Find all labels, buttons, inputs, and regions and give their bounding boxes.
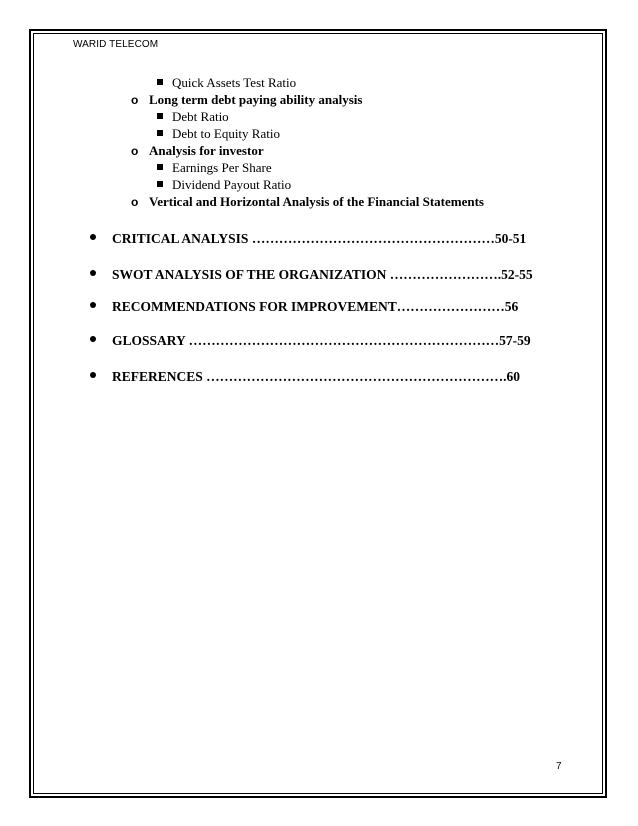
outline-item-label: Dividend Payout Ratio [172, 177, 292, 192]
square-bullet-icon [157, 113, 163, 119]
toc-leader: ……………………………………………… [248, 231, 495, 246]
toc-leader: …………………………………………………………… [185, 333, 500, 348]
round-bullet-icon [90, 372, 96, 378]
page-border-inner [33, 33, 603, 794]
outline-item-debt-to-equity [157, 126, 280, 142]
outline-item-long-term-debt [131, 92, 362, 108]
toc-pages: 60 [506, 369, 521, 384]
round-bullet-icon [90, 302, 96, 308]
circle-bullet-icon: o [131, 144, 139, 158]
outline-item-debt-ratio [157, 109, 229, 125]
outline-item-label: Debt Ratio [172, 109, 229, 124]
toc-title: GLOSSARY [112, 333, 186, 348]
outline-item-quick-assets [157, 75, 296, 91]
outline-item-eps [157, 160, 272, 176]
outline-item-label: Debt to Equity Ratio [172, 126, 280, 141]
toc-leader: ……………………. [386, 267, 502, 282]
toc-entry-glossary [90, 332, 531, 350]
toc-entry-critical-analysis [90, 230, 526, 248]
outline-item-analysis-investor [131, 143, 264, 159]
toc-pages: 50-51 [494, 231, 527, 246]
square-bullet-icon [157, 181, 163, 187]
round-bullet-icon [90, 234, 96, 240]
circle-bullet-icon: o [131, 93, 139, 107]
outline-item-label: Quick Assets Test Ratio [172, 75, 297, 90]
toc-title: RECOMMENDATIONS FOR IMPROVEMENT [112, 299, 397, 314]
toc-leader: …………………………………………………………. [202, 369, 507, 384]
toc-pages: 57-59 [499, 333, 531, 348]
outline-item-label: Earnings Per Share [172, 160, 272, 175]
running-header: WARID TELECOM [73, 39, 159, 50]
toc-title: SWOT ANALYSIS OF THE ORGANIZATION [112, 267, 387, 282]
toc-pages: 52-55 [501, 267, 533, 282]
outline-item-label: Vertical and Horizontal Analysis of the Financial Statements [149, 194, 484, 209]
outline-item-label: Long term debt paying ability analysis [149, 92, 363, 107]
toc-entry-recommendations [90, 298, 518, 316]
toc-title: CRITICAL ANALYSIS [112, 231, 249, 246]
round-bullet-icon [90, 336, 96, 342]
toc-leader: …………………… [396, 299, 505, 314]
toc-entry-references [90, 368, 520, 386]
outline-item-dividend-payout [157, 177, 291, 193]
square-bullet-icon [157, 79, 163, 85]
circle-bullet-icon: o [131, 195, 139, 209]
square-bullet-icon [157, 164, 163, 170]
toc-pages: 56 [504, 299, 519, 314]
outline-item-vertical-horizontal [131, 194, 484, 210]
outline-item-label: Analysis for investor [149, 143, 264, 158]
toc-title: REFERENCES [112, 369, 203, 384]
toc-entry-swot-analysis [90, 266, 533, 284]
page-number: 7 [556, 761, 562, 772]
square-bullet-icon [157, 130, 163, 136]
round-bullet-icon [90, 270, 96, 276]
